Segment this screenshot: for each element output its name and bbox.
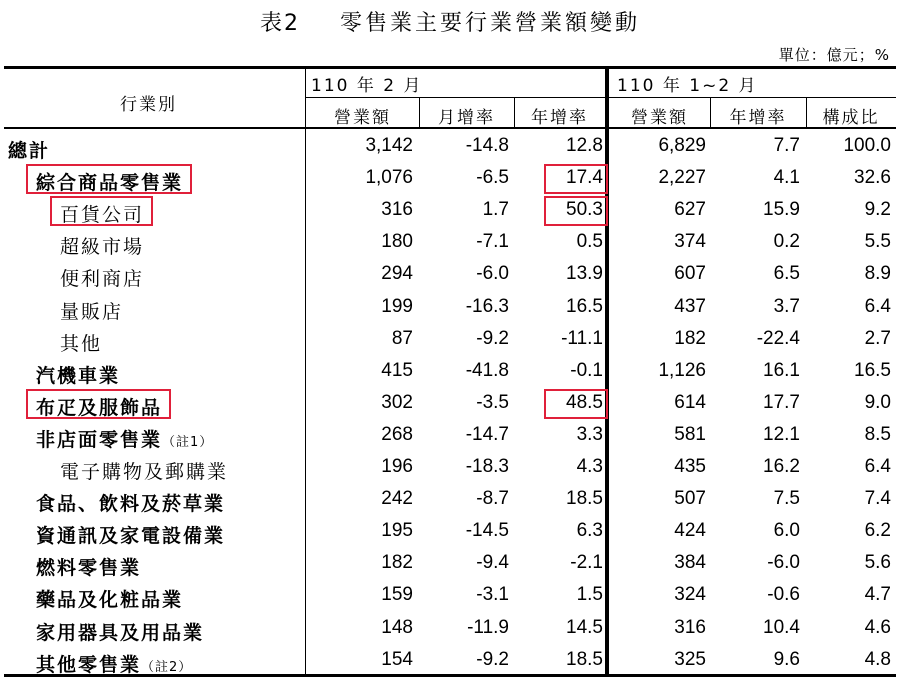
row-label — [36, 585, 183, 612]
value-cell: 316 — [381, 199, 413, 221]
value-cell: 242 — [381, 488, 413, 510]
value-cell: 195 — [381, 520, 413, 542]
value-cell: -3.5 — [476, 391, 509, 413]
row-label — [60, 329, 102, 356]
value-cell: 48.5 — [566, 391, 603, 413]
value-cell: 7.7 — [773, 135, 800, 156]
value-cell: 415 — [381, 359, 413, 381]
table-title: 零售業主要行業營業額變動 — [339, 11, 640, 36]
row-label-text: 量販店 — [60, 300, 124, 323]
value-cell: 10.4 — [763, 616, 800, 638]
value-cell: 159 — [381, 584, 413, 606]
row-label — [36, 618, 204, 645]
value-cell: 6,829 — [658, 135, 706, 156]
value-cell: 8.9 — [864, 263, 891, 285]
value-cell: 16.1 — [763, 359, 800, 381]
highlight-box-label — [26, 389, 171, 419]
row-label-text: 汽機車業 — [36, 364, 121, 387]
row-label-text: 百貨公司 — [60, 204, 145, 227]
table-number: 表2 — [259, 11, 300, 36]
value-cell: -8.7 — [476, 488, 509, 510]
row-label-text: 食品、飲料及菸草業 — [36, 493, 226, 516]
row-label-text: 資通訊及家電設備業 — [36, 525, 226, 548]
page-title — [0, 6, 900, 37]
value-cell: 9.0 — [864, 391, 891, 413]
row-label-text: 超級市場 — [60, 236, 145, 259]
highlight-box-label — [26, 164, 192, 194]
value-cell: -9.4 — [476, 552, 509, 574]
value-cell: -22.4 — [756, 327, 800, 349]
value-cell: 4.1 — [773, 167, 800, 189]
value-cell: -11.9 — [467, 616, 509, 638]
value-cell: 614 — [674, 391, 706, 413]
value-cell: 87 — [391, 327, 413, 349]
value-cell: 384 — [674, 552, 706, 574]
value-cell: 5.5 — [864, 231, 891, 253]
value-cell: -11.1 — [561, 327, 603, 349]
value-cell: 424 — [674, 520, 706, 542]
header-industry: 行業別 — [120, 95, 177, 115]
top-rule — [4, 66, 896, 69]
value-cell: 374 — [674, 231, 706, 253]
value-cell: 4.7 — [864, 584, 891, 606]
value-cell: 12.8 — [566, 135, 603, 156]
row-label-text: 電子購物及郵購業 — [60, 461, 229, 483]
value-cell: 13.9 — [566, 263, 603, 285]
row-label — [36, 425, 213, 452]
value-cell: 435 — [674, 456, 706, 477]
row-label — [36, 361, 120, 388]
row-label-text: 其他 — [60, 332, 103, 355]
value-cell: 437 — [674, 295, 706, 317]
row-label — [60, 297, 123, 324]
period-underline — [305, 97, 896, 98]
value-cell: 3,142 — [365, 135, 413, 156]
value-cell: 0.5 — [576, 231, 603, 253]
value-cell: 2,227 — [658, 167, 706, 189]
row-label — [36, 650, 192, 677]
row-label — [36, 489, 225, 516]
value-cell: 100.0 — [843, 135, 891, 156]
value-cell: 1,076 — [365, 167, 413, 189]
value-cell: 2.7 — [864, 327, 891, 349]
header-col-2: 月增率 — [438, 108, 495, 128]
row-label-text: 綜合商品零售業 — [36, 172, 184, 195]
value-cell: 16.5 — [566, 295, 603, 317]
value-cell: -16.3 — [465, 295, 509, 317]
value-cell: 268 — [381, 423, 413, 445]
value-cell: 196 — [381, 456, 413, 477]
value-cell: 6.5 — [773, 263, 800, 285]
value-cell: 6.4 — [864, 295, 891, 317]
value-cell: 581 — [674, 423, 706, 445]
value-cell: 4.8 — [864, 648, 891, 670]
value-cell: 9.6 — [773, 648, 800, 670]
row-label-text: 家用器具及用品業 — [36, 621, 205, 644]
row-label-text: 其他零售業 — [36, 653, 142, 676]
value-cell: 7.4 — [864, 488, 891, 510]
value-cell: 8.5 — [864, 423, 891, 445]
header-col-5: 年增率 — [729, 108, 787, 128]
value-cell: 1.7 — [482, 199, 509, 221]
value-cell: 182 — [674, 327, 706, 349]
row-label — [8, 136, 50, 163]
value-cell: 154 — [381, 648, 413, 670]
value-cell: 4.6 — [864, 616, 891, 638]
value-cell: -7.1 — [476, 231, 509, 253]
footnote-ref: （註1） — [162, 434, 214, 450]
value-cell: -9.2 — [476, 327, 509, 349]
value-cell: 32.6 — [854, 167, 891, 189]
value-cell: 0.2 — [773, 231, 800, 253]
unit-note: 單位：億元；% — [778, 46, 890, 64]
value-cell: -6.0 — [476, 263, 509, 285]
value-cell: -9.2 — [476, 648, 509, 670]
value-cell: 180 — [381, 231, 413, 253]
value-cell: -6.0 — [767, 552, 800, 574]
row-label-text: 非店面零售業 — [36, 428, 163, 451]
row-label — [60, 232, 144, 259]
value-cell: 1.5 — [576, 584, 603, 606]
row-label — [36, 553, 141, 580]
value-cell: 6.3 — [576, 520, 603, 542]
row-label-text: 藥品及化粧品業 — [36, 589, 184, 612]
value-cell: -3.1 — [476, 584, 509, 606]
value-cell: 6.0 — [773, 520, 800, 542]
value-cell: -6.5 — [476, 167, 509, 189]
value-cell: 14.5 — [566, 616, 603, 638]
value-cell: 16.2 — [763, 456, 800, 477]
header-col-6: 構成比 — [822, 108, 880, 128]
value-cell: 18.5 — [566, 488, 603, 510]
row-label-text: 便利商店 — [60, 268, 145, 291]
header-col-4: 營業額 — [631, 108, 688, 128]
value-cell: 4.3 — [576, 456, 603, 477]
value-cell: 16.5 — [854, 359, 891, 381]
value-cell: -14.8 — [465, 135, 509, 156]
value-cell: 50.3 — [566, 199, 603, 221]
value-cell: 6.2 — [864, 520, 891, 542]
header-period-2: 110 年 1~2 月 — [617, 76, 758, 96]
header-col-3: 年增率 — [531, 108, 588, 128]
value-cell: -14.5 — [465, 520, 509, 542]
value-cell: 7.5 — [773, 488, 800, 510]
value-cell: 607 — [674, 263, 706, 285]
value-cell: -18.3 — [465, 456, 509, 477]
value-cell: 5.6 — [864, 552, 891, 574]
value-cell: 17.7 — [763, 391, 800, 413]
value-cell: -0.1 — [570, 359, 603, 381]
value-cell: -2.1 — [570, 552, 603, 574]
value-cell: 324 — [674, 584, 706, 606]
value-cell: 302 — [381, 391, 413, 413]
row-label — [36, 521, 225, 548]
value-cell: -41.8 — [465, 359, 509, 381]
header-col-1: 營業額 — [334, 108, 391, 128]
value-cell: 17.4 — [566, 167, 603, 189]
value-cell: 1,126 — [658, 359, 706, 381]
value-cell: 182 — [381, 552, 413, 574]
value-cell: 3.3 — [576, 423, 603, 445]
row-label — [60, 457, 228, 484]
value-cell: 148 — [381, 616, 413, 638]
value-cell: -0.6 — [767, 584, 800, 606]
value-cell: 9.2 — [864, 199, 891, 221]
value-cell: 18.5 — [566, 648, 603, 670]
value-cell: 627 — [674, 199, 706, 221]
row-label — [60, 264, 144, 291]
value-cell: -14.7 — [465, 423, 509, 445]
value-cell: 325 — [674, 648, 706, 670]
value-cell: 3.7 — [773, 295, 800, 317]
value-cell: 507 — [674, 488, 706, 510]
row-label-text: 燃料零售業 — [36, 557, 142, 580]
highlight-box-label — [50, 196, 153, 226]
value-cell: 12.1 — [763, 423, 800, 445]
header-period-1: 110 年 2 月 — [311, 76, 423, 96]
row-label-text: 總計 — [8, 140, 51, 162]
value-cell: 6.4 — [864, 456, 891, 477]
value-cell: 199 — [381, 295, 413, 317]
value-cell: 294 — [381, 263, 413, 285]
value-cell: 15.9 — [763, 199, 800, 221]
row-label-text: 布疋及服飾品 — [36, 396, 163, 419]
footnote-ref: （註2） — [141, 659, 193, 675]
value-cell: 316 — [674, 616, 706, 638]
